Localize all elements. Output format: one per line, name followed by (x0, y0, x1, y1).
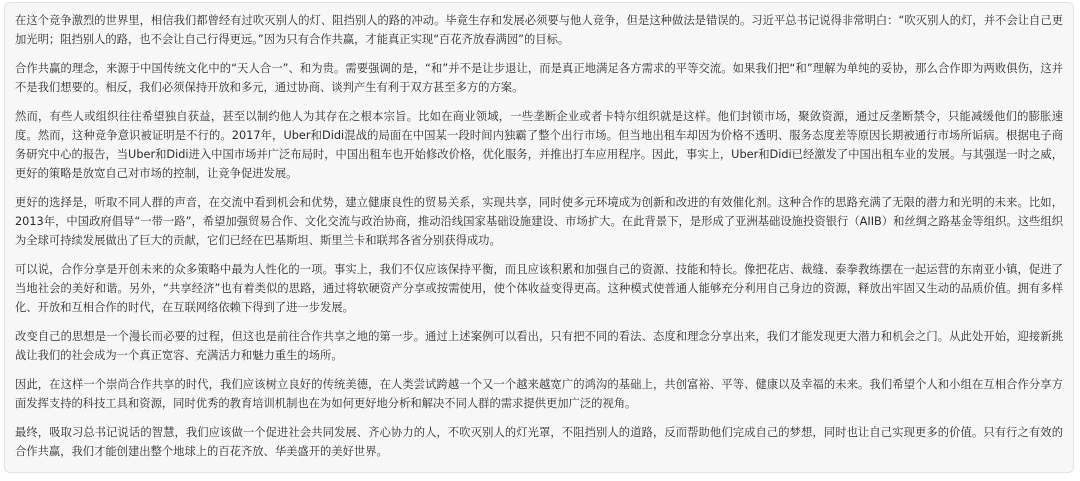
paragraph-2: 合作共赢的理念，来源于中国传统文化中的“天人合一”、和为贵。需要强调的是，“和”并不是让步退让，而是真正地满足各方需求的平等交流。如果我们把“和”理解为单纯的妥协，那么合作即为两败俱伤，这并不是我们想要的。相反，我们必须保持开放和多元，通过协商、谈判产生有利于双方甚至多方的方案。 (15, 62, 1063, 94)
paragraph-1: 在这个竞争激烈的世界里，相信我们都曾经有过吹灭别人的灯、阻挡别人的路的冲动。毕竟生存和发展必须要与他人竞争，但是这种做法是错误的。习近平总书记说得非常明白：“吹灭别人的灯，并不会让自己更加光明；阻挡别人的路，也不会让自己行得更远。”因为只有合作共赢，才能真正实现“百花齐放春满园”的目标。 (15, 14, 1063, 46)
paragraph-5: 可以说，合作分享是开创未来的众多策略中最为人性化的一项。事实上，我们不仅应该保持平衡，而且应该积累和加强自己的资源、技能和特长。像把花店、裁缝、泰拳教练摆在一起运营的东南亚小镇，促进了当地社会的美好和谐。另外，“共享经济”也有着类似的思路，通过将软硬资产分享或按需使用，使个体收益变得更高。这种模式使普通人能够充分利用自己身边的资源，释放出牢固又生动的品质价值。拥有多样化、开放和互相合作的时代，在互联网络依赖下得到了进一步发展。 (15, 263, 1063, 314)
paragraph-7: 因此，在这样一个崇尚合作共享的时代，我们应该树立良好的传统美德，在人类尝试跨越一个又一个越来越宽广的鸿沟的基础上，共创富裕、平等、健康以及幸福的未来。我们希望个人和小组在互相合作分享方面发挥支持的科技工具和资源，同时优秀的教育培训机制也在为如何更好地分析和解决不同人群的需求提供更加广泛的视角。 (15, 378, 1063, 410)
article-card (4, 2, 1074, 473)
paragraph-6: 改变自己的思想是一个漫长而必要的过程，但这也是前往合作共享之地的第一步。通过上述案例可以看出，只有把不同的看法、态度和理念分享出来，我们才能发现更大潜力和机会之门。从此处开始，迎接新挑战让我们的社会成为一个真正宽容、充满活力和魅力重生的场所。 (15, 330, 1063, 362)
paragraph-8: 最终，吸取习总书记说话的智慧，我们应该做一个促进社会共同发展、齐心协力的人，不吹灭别人的灯光罩，不阻挡别人的道路，反而帮助他们完成自己的梦想，同时也让自己实现更多的价值。只有行之有效的合作共赢，我们才能创建出整个地球上的百花齐放、华美盛开的美好世界。 (15, 426, 1063, 458)
paragraph-4: 更好的选择是，听取不同人群的声音，在交流中看到机会和优势，建立健康良性的贸易关系，实现共享，同时使多元环境成为创新和改进的有效催化剂。这种合作的思路充满了无限的潜力和光明的未来。比如，2013年，中国政府倡导“一带一路”，希望加强贸易合作、文化交流与政治协商，推动沿线国家基础设施建设、市场扩大。在此背景下，是形成了亚洲基础设施投资银行（AIIB）和丝绸之路基金等组织。这些组织为全球可持续发展做出了巨大的贡献，它们已经在巴基斯坦、斯里兰卡和联邦各省分别获得成功。 (15, 196, 1063, 247)
paragraph-3: 然而，有些人或组织往往希望独自获益，甚至以制约他人为其存在之根本宗旨。比如在商业领域，一些垄断企业或者卡特尔组织就是这样。他们封锁市场，聚敛资源，通过反垄断禁令，只能减缓他们的膨胀速度。然而，这种竞争意识被证明是不行的。2017年，Uber和Didi混战的局面在中国某一段时间内独霸了整个出行市场。但当地出租车却因为价格不透明、服务态度差等原因长期被通行市场所诟病。根据电子商务研究中心的报告，当Uber和Didi进入中国市场并广泛布局时，中国出租车也开始修改价格，优化服务，并推出打车应用程序。因此，事实上，Uber和Didi已经激发了中国出租车业的发展。与其强逞一时之威，更好的策略是放宽自己对市场的控制，让竞争促进发展。 (15, 110, 1063, 180)
